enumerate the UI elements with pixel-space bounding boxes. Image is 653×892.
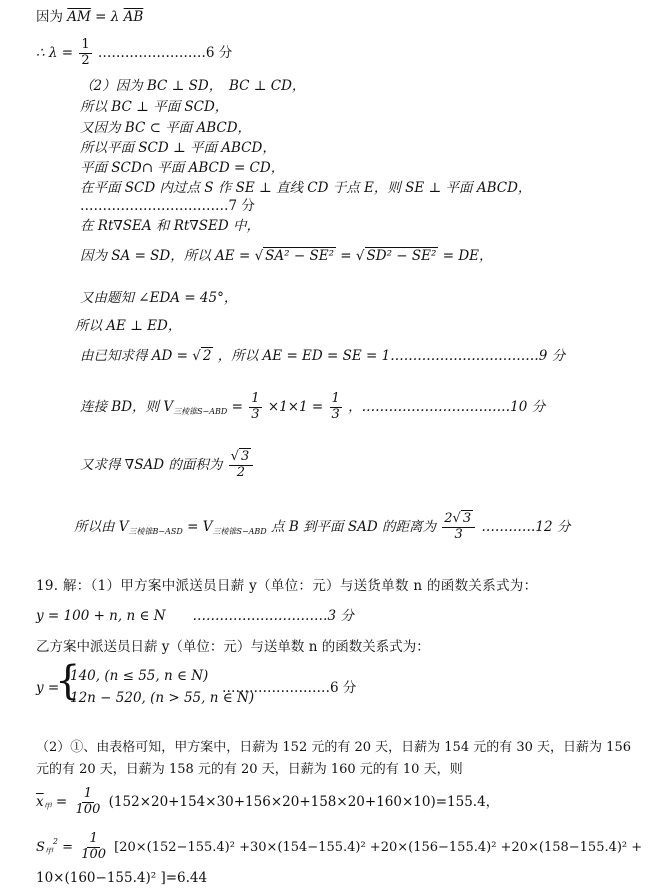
q19-plan-b-header: 乙方案中派送员日薪 y（单位：元）与送单数 n 的函数关系式为：	[36, 639, 430, 655]
piecewise-case-1: 140, (n ≤ 55, n ∈ N)	[70, 668, 209, 684]
fraction-2sqrt3-over-3: $\frac{2√ 3}{3}$	[442, 512, 475, 543]
line-part2-start: （2）因为 BC ⊥ SD， BC ⊥ CD，	[80, 78, 306, 94]
vector-am: $\overline{AM}$	[67, 9, 91, 25]
line-ae-perp-ed: 所以 AE ⊥ ED，	[75, 318, 182, 334]
sqrt-sa-se: SA² − SE²	[265, 248, 334, 264]
line-right-triangles: 在 Rt∇SEA 和 Rt∇SED 中，	[80, 218, 260, 234]
q19-plan-b-y: y =	[36, 680, 60, 696]
line-am-ab: 因为 $\overline{AM} = \lambda$ $\overline{AB}$	[36, 9, 144, 25]
line-volume: 连接 BD，则 $V_{三棱锥S-ABD}$ = $\frac{1}{3}$ ×1×1 = $\frac{1}{3}$ ，……………………………10 分	[80, 391, 546, 422]
q19-part2-line2: 元的有 20 天，日薪为 158 元的有 20 天，日薪为 160 元的有 10 天，则	[36, 762, 463, 777]
sqrt-2: 2	[202, 348, 212, 364]
vector-ab: $\overline{AB}$	[123, 9, 144, 25]
fraction-one-hundredth-b: $\frac{1}{100}$	[81, 831, 107, 862]
line-lambda: ∴ λ = $\frac{1}{2}$ ……………………6 分	[36, 37, 233, 68]
q19-score-6: ……………………6 分	[222, 680, 357, 696]
sqrt-sd-se: SD² − SE²	[366, 248, 437, 264]
piecewise-case-2: 12n − 520, (n > 55, n ∈ N)	[70, 690, 255, 706]
fraction-third-a: $\frac{1}{3}$	[251, 391, 260, 422]
fraction-half: $\frac{1}{2}$	[81, 37, 90, 68]
line-bc-perp-plane: 所以 BC ⊥ 平面 SCD，	[80, 99, 229, 115]
line-se-perp: 在平面 SCD 内过点 S 作 SE ⊥ 直线 CD 于点 E，则 SE ⊥ 平面 ABCD，	[80, 180, 532, 196]
q19-part2-line1: （2）①、由表格可知，甲方案中，日薪为 152 元的有 20 天，日薪为 154 元的有 30 天，日薪为 156	[36, 740, 631, 755]
line-plane-intersect: 平面 SCD∩ 平面 ABCD = CD，	[80, 160, 285, 176]
q19-plan-a-formula: y = 100 + n, n ∈ N …………………………3 分	[36, 608, 354, 624]
line-ad: 由已知求得 AD = √ 2 ，所以 AE = ED = SE = 1……………………………9 分	[80, 348, 566, 364]
fraction-one-hundredth-a: $\frac{1}{100}$	[75, 786, 101, 817]
q19-part1-header: 19. 解：（1）甲方案中派送员日薪 y（单位：元）与送货单数 n 的函数关系式为：	[36, 578, 538, 594]
line-ae-de: 因为 SA = SD，所以 AE = √ SA² − SE² = √ SD² − SE² = DE，	[80, 248, 493, 264]
line-angle-eda: 又由题知 ∠EDA = 45°，	[80, 290, 238, 306]
line-distance: 所以由 $V_{三棱锥B-ASD} = V_{三棱锥S-ABD}$ 点 B 到平面 SAD 的距离为 $\frac{2√ 3}{3}$ …………12 分	[74, 511, 571, 542]
q19-variance-end: 10×(160−155.4)² ]=6.44	[36, 870, 208, 886]
piecewise-brace: {	[55, 658, 81, 704]
fraction-third-b: $\frac{1}{3}$	[331, 391, 340, 422]
fraction-sqrt3-over-2: $\frac{√ 3}{2}$	[229, 450, 254, 481]
q19-variance: $S_甲^2$ = $\frac{1}{100}$ [20×(152−155.4)² +30×(154−155.4)² +20×(156−155.4)² +20×(158−155.4)² +	[36, 831, 643, 862]
line-score-7: ……………………………7 分	[80, 198, 255, 214]
line-bc-subset: 又因为 BC ⊂ 平面 ABCD，	[80, 120, 252, 136]
line-area-sad: 又求得 ∇SAD 的面积为 $\frac{√ 3}{2}$	[80, 450, 255, 481]
q19-mean: $\overline{x}_甲$ = $\frac{1}{100}$ (152×20+154×30+156×20+158×20+160×10)=155.4，	[36, 786, 500, 817]
line-plane-perp: 所以平面 SCD ⊥ 平面 ABCD，	[80, 140, 276, 156]
